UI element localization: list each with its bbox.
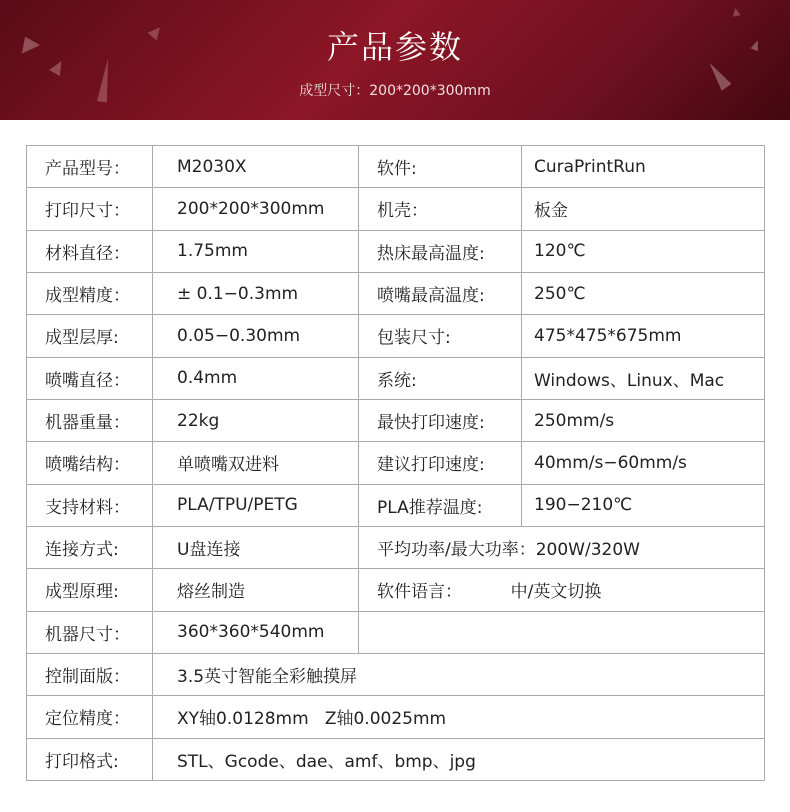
spec-label: PLA推荐温度: bbox=[359, 484, 522, 526]
spec-value: 单喷嘴双进料 bbox=[153, 442, 359, 484]
spec-wide-value: STL、Gcode、dae、amf、bmp、jpg bbox=[153, 738, 765, 780]
spec-value: 0.4mm bbox=[153, 357, 359, 399]
header-banner bbox=[0, 0, 790, 120]
spec-value: 板金 bbox=[522, 188, 765, 230]
spec-label: 最快打印速度: bbox=[359, 399, 522, 441]
spec-label: 产品型号： bbox=[27, 146, 153, 188]
decor-shard bbox=[731, 7, 740, 16]
spec-label: 喷嘴结构： bbox=[27, 442, 153, 484]
spec-label: 机壳： bbox=[359, 188, 522, 230]
spec-label: 成型原理: bbox=[27, 569, 153, 611]
spec-value: PLA/TPU/PETG bbox=[153, 484, 359, 526]
spec-label: 打印尺寸： bbox=[27, 188, 153, 230]
table-row bbox=[27, 272, 765, 314]
spec-label: 包装尺寸: bbox=[359, 315, 522, 357]
spec-value: 360*360*540mm bbox=[153, 611, 359, 653]
spec-label: 软件: bbox=[359, 146, 522, 188]
spec-value: ± 0.1−0.3mm bbox=[153, 272, 359, 314]
spec-wide-value: 3.5英寸智能全彩触摸屏 bbox=[153, 653, 765, 695]
spec-value: 475*475*675mm bbox=[522, 315, 765, 357]
table-row bbox=[27, 696, 765, 738]
table-row bbox=[27, 738, 765, 780]
table-row bbox=[27, 230, 765, 272]
spec-label: 支持材料： bbox=[27, 484, 153, 526]
spec-label: 材料直径： bbox=[27, 230, 153, 272]
spec-merged-cell: 平均功率/最大功率：200W/320W bbox=[359, 526, 765, 568]
spec-label: 建议打印速度: bbox=[359, 442, 522, 484]
spec-value: 22kg bbox=[153, 399, 359, 441]
spec-label: 喷嘴最高温度: bbox=[359, 272, 522, 314]
spec-label: 机器尺寸： bbox=[27, 611, 153, 653]
table-row bbox=[27, 484, 765, 526]
spec-value: 250℃ bbox=[522, 272, 765, 314]
table-row bbox=[27, 653, 765, 695]
spec-value: Windows、Linux、Mac bbox=[522, 357, 765, 399]
spec-label: 机器重量： bbox=[27, 399, 153, 441]
page-title: 产品参数 bbox=[326, 28, 463, 66]
table-row bbox=[27, 442, 765, 484]
spec-value: 1.75mm bbox=[153, 230, 359, 272]
spec-label: 喷嘴直径： bbox=[27, 357, 153, 399]
spec-value: 熔丝制造 bbox=[153, 569, 359, 611]
table-row bbox=[27, 357, 765, 399]
page-subtitle: 成型尺寸：200*200*300mm bbox=[299, 83, 491, 99]
spec-value: 190−210℃ bbox=[522, 484, 765, 526]
spec-wide-value: XY轴0.0128mm Z轴0.0025mm bbox=[153, 696, 765, 738]
table-row bbox=[27, 611, 765, 653]
spec-label: 定位精度： bbox=[27, 696, 153, 738]
spec-merged-cell: 软件语言： 中/英文切换 bbox=[359, 569, 765, 611]
table-row bbox=[27, 399, 765, 441]
table-row bbox=[27, 188, 765, 230]
spec-label: 控制面版： bbox=[27, 653, 153, 695]
spec-label: 成型精度： bbox=[27, 272, 153, 314]
spec-table bbox=[26, 145, 765, 781]
spec-label: 连接方式: bbox=[27, 526, 153, 568]
spec-value: 120℃ bbox=[522, 230, 765, 272]
table-row bbox=[27, 526, 765, 568]
spec-label: 成型层厚: bbox=[27, 315, 153, 357]
spec-value: CuraPrintRun bbox=[522, 146, 765, 188]
spec-label: 系统: bbox=[359, 357, 522, 399]
table-row bbox=[27, 146, 765, 188]
spec-empty-cell bbox=[359, 611, 765, 653]
spec-value: M2030X bbox=[153, 146, 359, 188]
spec-label: 热床最高温度: bbox=[359, 230, 522, 272]
spec-label: 打印格式: bbox=[27, 738, 153, 780]
spec-value: 0.05−0.30mm bbox=[153, 315, 359, 357]
spec-value: U盘连接 bbox=[153, 526, 359, 568]
spec-value: 200*200*300mm bbox=[153, 188, 359, 230]
table-row bbox=[27, 569, 765, 611]
spec-value: 40mm/s−60mm/s bbox=[522, 442, 765, 484]
table-row bbox=[27, 315, 765, 357]
spec-value: 250mm/s bbox=[522, 399, 765, 441]
